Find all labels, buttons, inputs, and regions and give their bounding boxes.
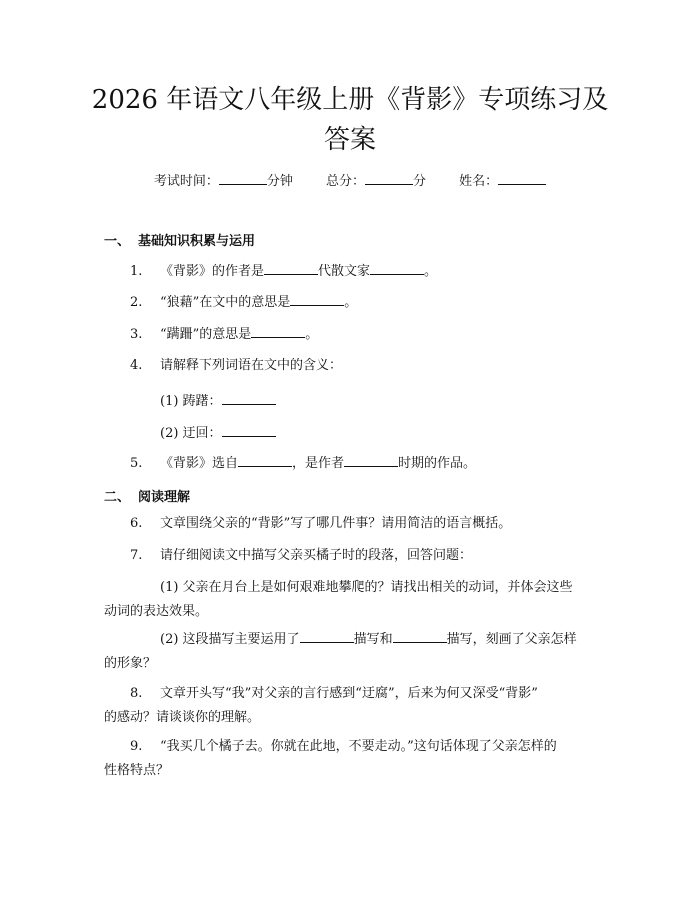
score-unit: 分 bbox=[413, 174, 427, 189]
question-text: 代散文家 bbox=[318, 264, 371, 279]
question-8 bbox=[104, 682, 604, 730]
answer-blank[interactable] bbox=[300, 628, 354, 643]
sub-question-text: (2) 这段描写主要运用了 bbox=[160, 632, 300, 647]
sub-question-text: 描写和 bbox=[353, 632, 393, 647]
question-text: ，是作者 bbox=[292, 456, 345, 471]
question-7-sub-2 bbox=[104, 628, 604, 676]
sub-question-text: 描写，刻画了父亲怎样 bbox=[446, 632, 577, 647]
question-number: 8. bbox=[130, 686, 143, 701]
answer-blank[interactable] bbox=[251, 323, 305, 338]
question-number: 2. bbox=[130, 295, 143, 310]
question-9 bbox=[104, 735, 604, 783]
question-number: 3. bbox=[130, 327, 143, 342]
answer-blank[interactable] bbox=[238, 452, 292, 467]
section-heading-1 bbox=[104, 230, 255, 249]
question-7 bbox=[130, 545, 600, 567]
question-text: 《背影》的作者是 bbox=[160, 264, 265, 279]
question-number: 4. bbox=[130, 358, 143, 373]
page-title: 2026 年语文八年级上册《背影》专项练习及答案 bbox=[91, 85, 609, 155]
time-unit: 分钟 bbox=[266, 174, 293, 189]
question-number: 1. bbox=[130, 264, 143, 279]
question-3 bbox=[130, 323, 600, 346]
question-number: 6. bbox=[130, 516, 143, 531]
name-blank[interactable] bbox=[498, 170, 546, 185]
question-line bbox=[104, 735, 604, 759]
question-6 bbox=[130, 513, 600, 535]
section-number: 一、 bbox=[104, 234, 131, 249]
question-2 bbox=[130, 291, 600, 314]
section-title: 阅读理解 bbox=[138, 490, 191, 505]
section-number: 二、 bbox=[104, 490, 131, 505]
time-label: 考试时间： bbox=[153, 174, 219, 189]
question-text: “狼藉”在文中的意思是 bbox=[160, 295, 291, 310]
question-1 bbox=[130, 260, 600, 283]
question-4-sub-1 bbox=[160, 390, 276, 409]
question-text: 。 bbox=[305, 327, 319, 342]
name-label: 姓名： bbox=[459, 174, 499, 189]
score-label: 总分： bbox=[325, 174, 365, 189]
answer-blank[interactable] bbox=[290, 291, 344, 306]
question-4 bbox=[130, 355, 600, 377]
answer-blank[interactable] bbox=[370, 260, 424, 275]
question-line: 的感动？请谈谈你的理解。 bbox=[104, 710, 261, 725]
answer-blank[interactable] bbox=[393, 628, 447, 643]
time-blank[interactable] bbox=[219, 170, 267, 185]
question-4-sub-2 bbox=[160, 422, 276, 441]
question-text: “我买几个橘子去。你就在此地，不要走动。”这句话体现了父亲怎样的 bbox=[160, 739, 557, 754]
question-5 bbox=[130, 452, 600, 475]
question-line: 性格特点？ bbox=[104, 763, 170, 778]
question-number: 5. bbox=[130, 456, 143, 471]
sub-question-text: (1) 踌躇： bbox=[160, 394, 222, 409]
question-line bbox=[104, 682, 604, 706]
question-text: 。 bbox=[344, 295, 358, 310]
question-text: 请仔细阅读文中描写父亲买橘子时的段落，回答问题： bbox=[160, 548, 473, 563]
question-text: 文章开头写“我”对父亲的言行感到“迂腐”，后来为何又深受“背影” bbox=[160, 686, 538, 701]
answer-blank[interactable] bbox=[222, 390, 276, 405]
score-blank[interactable] bbox=[365, 170, 413, 185]
question-text: “蹒跚”的意思是 bbox=[160, 327, 252, 342]
question-text: 。 bbox=[424, 264, 438, 279]
answer-blank[interactable] bbox=[264, 260, 318, 275]
question-text: 时期的作品。 bbox=[398, 456, 477, 471]
sub-question-text: (2) 迂回： bbox=[160, 426, 222, 441]
question-text: 文章围绕父亲的“背影”写了哪几件事？请用简洁的语言概括。 bbox=[160, 516, 512, 531]
question-text: 请解释下列词语在文中的含义： bbox=[160, 358, 343, 373]
question-7-sub-1 bbox=[104, 576, 604, 624]
question-number: 9. bbox=[130, 739, 143, 754]
sub-question-line: 动词的表达效果。 bbox=[104, 604, 209, 619]
exam-info bbox=[0, 170, 700, 189]
section-heading-2 bbox=[104, 486, 190, 505]
sub-question-line: (1) 父亲在月台上是如何艰难地攀爬的？请找出相关的动词，并体会这些 bbox=[160, 580, 573, 595]
section-title: 基础知识积累与运用 bbox=[138, 234, 256, 249]
answer-blank[interactable] bbox=[222, 422, 276, 437]
question-text: 《背影》选自 bbox=[160, 456, 239, 471]
answer-blank[interactable] bbox=[344, 452, 398, 467]
question-number: 7. bbox=[130, 548, 143, 563]
sub-question-line bbox=[104, 628, 604, 652]
sub-question-line: 的形象？ bbox=[104, 656, 157, 671]
